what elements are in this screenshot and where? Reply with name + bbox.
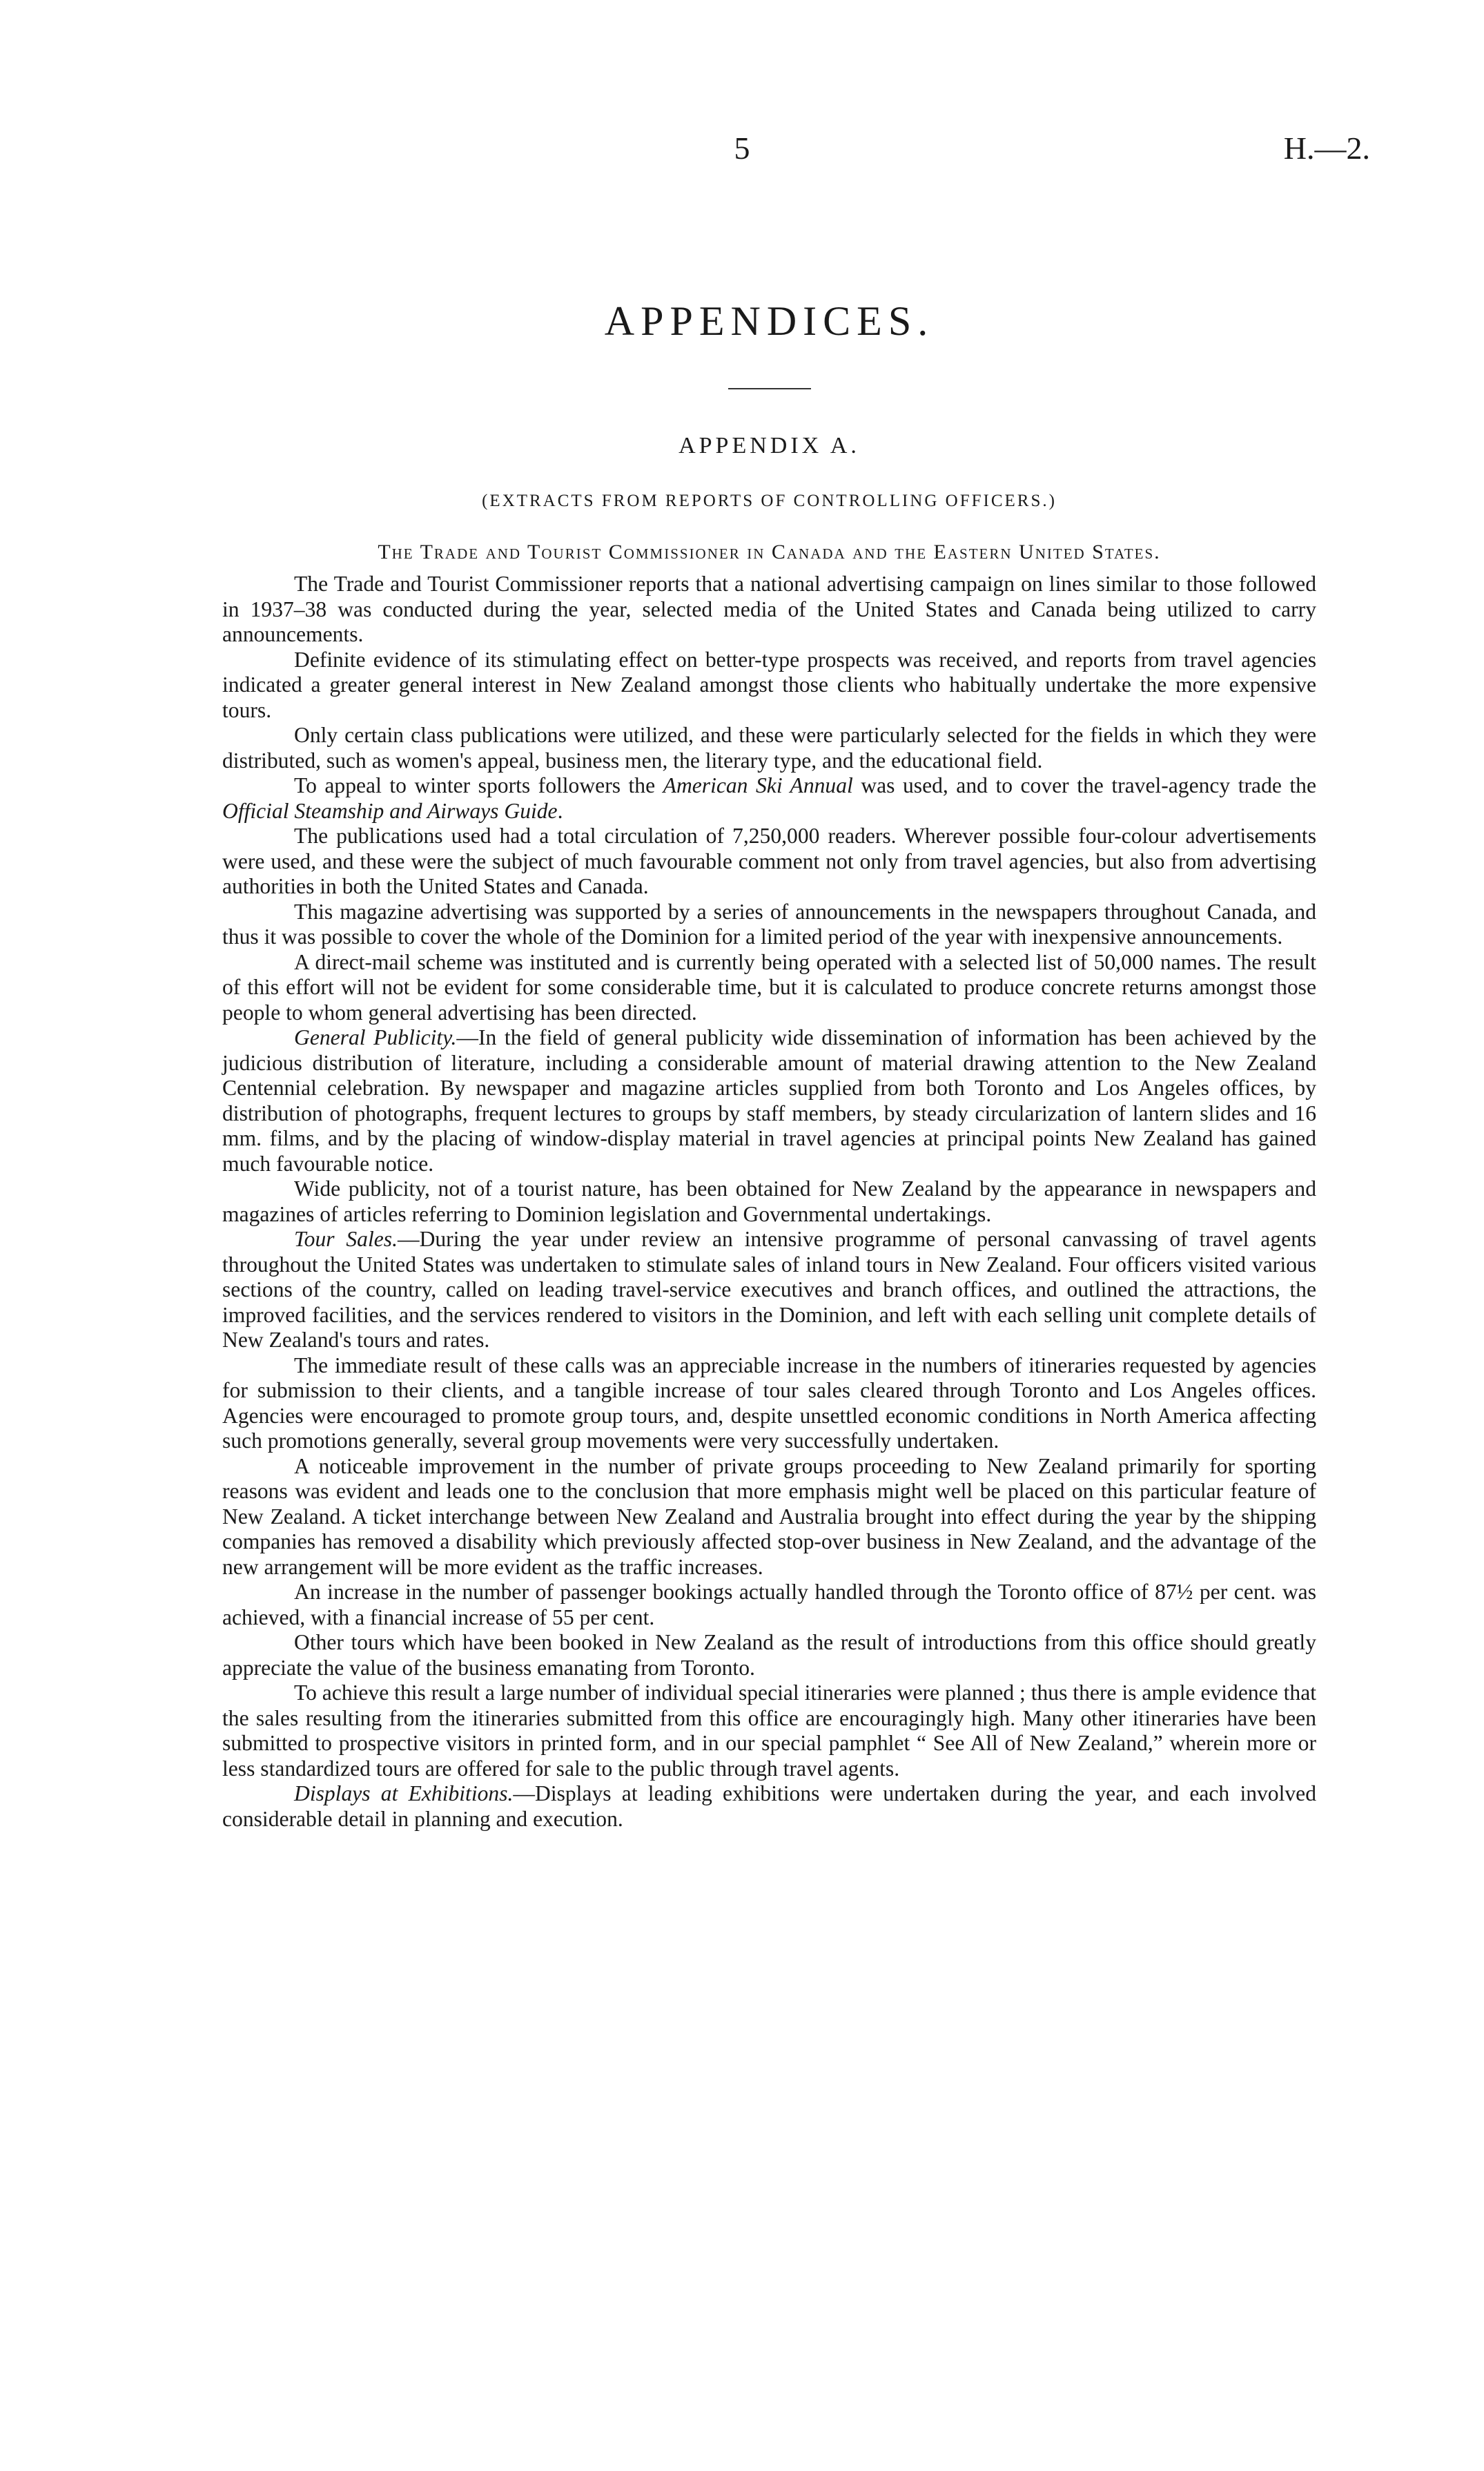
appendix-title: APPENDIX A. (678, 433, 860, 458)
appendix-subtitle: (EXTRACTS FROM REPORTS OF CONTROLLING OFFICERS.) (482, 492, 1057, 510)
paragraph: To achieve this result a large number of individual special itineraries were planned ; thus there is ample evidence that the sales resulting from the itineraries submitted from this office are encouragingly high. Many other itineraries have been submitted to prospective visitors in printed form, and in our special pamphlet “ See All of New Zealand,” wherein more or less standardized tours are offered for sale to the public through travel agents. (222, 1680, 1316, 1781)
paragraph-heading: General Publicity. (294, 1025, 457, 1049)
page-title: APPENDICES. (604, 298, 935, 344)
paragraph: A noticeable improvement in the number of private groups proceeding to New Zealand primarily for sporting reasons was evident and leads one to the conclusion that more emphasis might well be placed on this particular feature of New Zealand. A ticket interchange between New Zealand and Australia brought into effect during the year by the shipping companies has removed a disability which previously affected stop-over business in New Zealand, and the advantage of the new arrangement will be more evident as the traffic increases. (222, 1453, 1316, 1579)
paragraph: The immediate result of these calls was an appreciable increase in the numbers of itineraries requested by agencies for submission to their clients, and a tangible increase of tour sales cleared through Toronto and Los Angeles offices. Agencies were encouraged to promote group tours, and, despite unsettled economic conditions in North America affecting such promotions generally, several group movements were very successfully undertaken. (222, 1353, 1316, 1453)
paragraph-heading: Tour Sales. (294, 1227, 398, 1251)
document-code: H.—2. (1283, 130, 1370, 166)
paragraph (222, 1227, 1316, 1353)
paragraph-text: To appeal to winter sports followers the (294, 773, 663, 797)
paragraph: Definite evidence of its stimulating effect on better-type prospects was received, and reports from travel agencies indicated a greater general interest in New Zealand amongst those clients who habitually undertake the more expensive tours. (222, 647, 1316, 722)
section-heading: The Trade and Tourist Commissioner in Canada and the Eastern United States. (378, 541, 1161, 563)
paragraph: This magazine advertising was supported by a series of announcements in the newspapers throughout Canada, and thus it was possible to cover the whole of the Dominion for a limited period of the year with inexpensive announcements. (222, 899, 1316, 949)
paragraph: The publications used had a total circulation of 7,250,000 readers. Wherever possible four-colour advertisements were used, and these were the subject of much favourable comment not only from travel agencies, but also from advertising authorities in both the United States and Canada. (222, 824, 1316, 898)
paragraph: The Trade and Tourist Commissioner reports that a national advertising campaign on lines similar to those followed in 1937–38 was conducted during the year, selected media of the United States and Canada being utilized to carry announcements. (222, 572, 1316, 646)
paragraph-text: . (557, 798, 563, 823)
paragraph (222, 1025, 1316, 1176)
publication-title: American Ski Annual (663, 773, 853, 797)
title-divider (728, 388, 811, 389)
paragraph: Only certain class publications were utilized, and these were particularly selected for the fields in which they were distributed, such as women's appeal, business men, the literary type, and the educational field. (222, 723, 1316, 773)
paragraph: A direct-mail scheme was instituted and is currently being operated with a selected list of 50,000 names. The result of this effort will not be evident for some considerable time, but it is calculated to produce concrete returns amongst those people to whom general advertising has been directed. (222, 949, 1316, 1025)
page-number: 5 (734, 130, 750, 166)
paragraph-text: —In the field of general publicity wide dissemination of information has been achieved by the judicious distribution of literature, including a considerable amount of material drawing attention to the New Zealand Centennial celebration. By newspaper and magazine articles supplied from both Toronto and Los Angeles offices, by distribution of photographs, frequent lectures to groups by staff members, by steady circularization of lantern slides and 16 mm. films, and by the placing of window-display material in travel agencies at principal points New Zealand has gained much favourable notice. (222, 1025, 1316, 1176)
paragraph-text: —During the year under review an intensive programme of personal canvassing of travel agents throughout the United States was undertaken to stimulate sales of inland tours in New Zealand. Four officers visited various sections of the country, called on leading travel-service executives and branch offices, and outlined the attractions, the improved facilities, and the services rendered to visitors in the Dominion, and left with each selling unit complete details of New Zealand's tours and rates. (222, 1227, 1316, 1352)
paragraph-heading: Displays at Exhibitions. (294, 1781, 514, 1805)
paragraph-text: —Displays at leading exhibitions were undertaken during the year, and each involved considerable detail in planning and execution. (222, 1781, 1317, 1831)
paragraph (222, 1781, 1316, 1832)
paragraph: An increase in the number of passenger bookings actually handled through the Toronto office of 87½ per cent. was achieved, with a financial increase of 55 per cent. (222, 1580, 1316, 1629)
paragraph (222, 773, 1316, 824)
paragraph-text: was used, and to cover the travel-agency trade the (852, 773, 1316, 797)
publication-title: Official Steamship and Airways Guide (222, 798, 558, 823)
paragraph: Wide publicity, not of a tourist nature, has been obtained for New Zealand by the appearance in newspapers and magazines of articles referring to Dominion legislation and Governmental undertakings. (222, 1176, 1316, 1226)
paragraph: Other tours which have been booked in New Zealand as the result of introductions from this office should greatly appreciate the value of the business emanating from Toronto. (222, 1630, 1316, 1680)
page-content (222, 297, 1316, 1832)
